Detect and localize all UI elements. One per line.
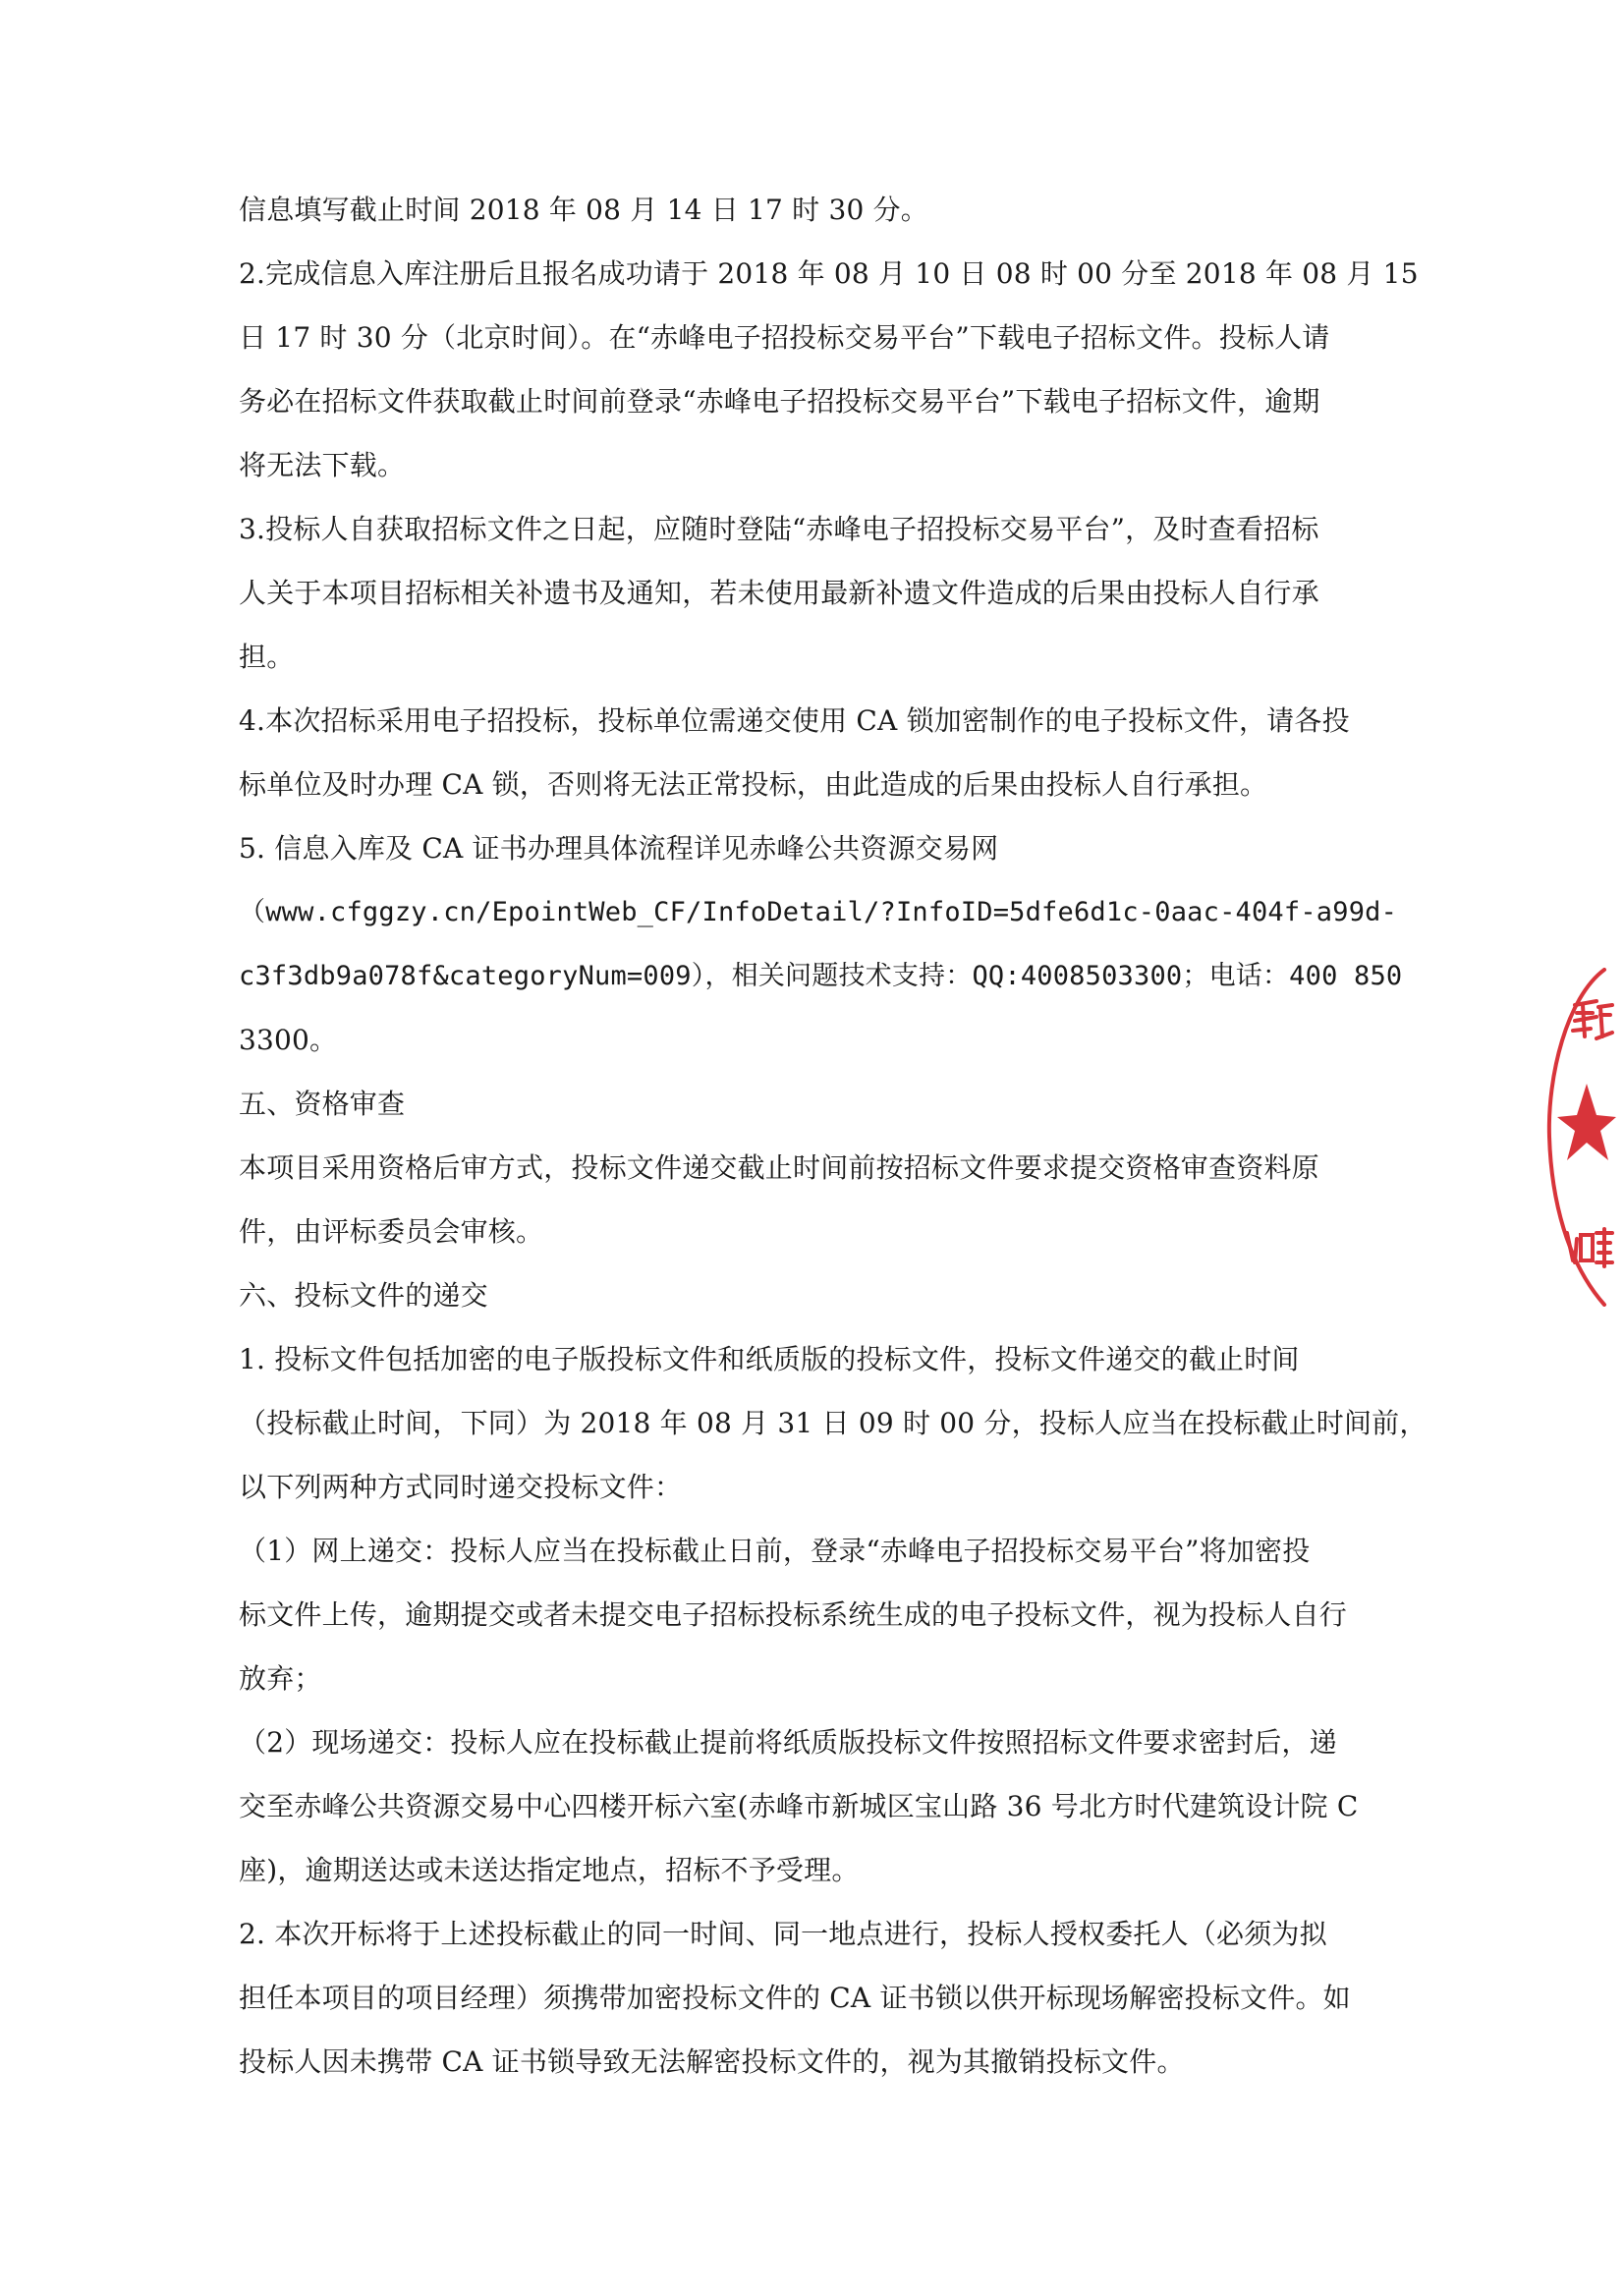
url-line: （www.cfggzy.cn/EpointWeb_CF/InfoDetail/?InfoID=5dfe6d1c-0aac-404f-a99d- bbox=[239, 897, 1398, 927]
seal-text-bottom bbox=[1567, 1229, 1612, 1266]
text-line: 1. 投标文件包括加密的电子版投标文件和纸质版的投标文件，投标文件递交的截止时间 bbox=[239, 1343, 1300, 1375]
star-icon bbox=[1557, 1084, 1616, 1160]
text-line: 将无法下载。 bbox=[239, 449, 406, 481]
text-line: 3.投标人自获取招标文件之日起，应随时登陆“赤峰电子招投标交易平台”，及时查看招标 bbox=[239, 513, 1319, 545]
text-line: （2）现场递交：投标人应在投标截止提前将纸质版投标文件按照招标文件要求密封后，递 bbox=[239, 1726, 1337, 1759]
text-line: 交至赤峰公共资源交易中心四楼开标六室(赤峰市新城区宝山路 36 号北方时代建筑设计院 C bbox=[239, 1790, 1359, 1822]
text-line: 本项目采用资格后审方式，投标文件递交截止时间前按招标文件要求提交资格审查资料原 bbox=[239, 1151, 1319, 1184]
text-line: 以下列两种方式同时递交投标文件： bbox=[239, 1471, 683, 1503]
text-line: 放弃； bbox=[239, 1662, 322, 1695]
text-line: 担。 bbox=[239, 641, 295, 673]
seal-text-top bbox=[1573, 1001, 1612, 1038]
document-body bbox=[239, 187, 1428, 2102]
text-line: 件，由评标委员会审核。 bbox=[239, 1215, 544, 1248]
text-line: 座)，逾期送达或未送达指定地点，招标不予受理。 bbox=[239, 1854, 860, 1886]
text-line: 人关于本项目招标相关补遗书及通知，若未使用最新补遗文件造成的后果由投标人自行承 bbox=[239, 577, 1319, 609]
text-line: 2. 本次开标将于上述投标截止的同一时间、同一地点进行，投标人授权委托人（必须为拟 bbox=[239, 1918, 1327, 1950]
text-line: （1）网上递交：投标人应当在投标截止日前，登录“赤峰电子招投标交易平台”将加密投 bbox=[239, 1535, 1311, 1567]
section-heading: 五、资格审查 bbox=[239, 1088, 406, 1120]
text-line: 3300。 bbox=[239, 1024, 338, 1056]
section-heading: 六、投标文件的递交 bbox=[239, 1279, 488, 1312]
text-line: 信息填写截止时间 2018 年 08 月 14 日 17 时 30 分。 bbox=[239, 194, 928, 226]
text-line: （投标截止时间，下同）为 2018 年 08 月 31 日 09 时 00 分，投标人应当在投标截止时间前， bbox=[239, 1407, 1428, 1439]
text-line: 标文件上传，逾期提交或者未提交电子招标投标系统生成的电子投标文件，视为投标人自行 bbox=[239, 1598, 1348, 1631]
official-seal bbox=[1528, 968, 1616, 1307]
text-line: 标单位及时办理 CA 锁，否则将无法正常投标，由此造成的后果由投标人自行承担。 bbox=[239, 768, 1268, 801]
text-line: 投标人因未携带 CA 证书锁导致无法解密投标文件的，视为其撤销投标文件。 bbox=[239, 2045, 1185, 2078]
text-line: 日 17 时 30 分（北京时间）。在“赤峰电子招投标交易平台”下载电子招标文件。投标人请 bbox=[239, 321, 1330, 354]
text-line: 担任本项目的项目经理）须携带加密投标文件的 CA 证书锁以供开标现场解密投标文件。如 bbox=[239, 1982, 1351, 2014]
text-line: 2.完成信息入库注册后且报名成功请于 2018 年 08 月 10 日 08 时 00 分至 2018 年 08 月 15 bbox=[239, 257, 1419, 290]
url-line: c3f3db9a078f&categoryNum=009），相关问题技术支持：QQ:4008503300；电话：400 850 bbox=[239, 961, 1403, 991]
text-line: 5. 信息入库及 CA 证书办理具体流程详见赤峰公共资源交易网 bbox=[239, 832, 999, 865]
text-line: 4.本次招标采用电子招投标，投标单位需递交使用 CA 锁加密制作的电子投标文件，请各投 bbox=[239, 704, 1350, 737]
text-line: 务必在招标文件获取截止时间前登录“赤峰电子招投标交易平台”下载电子招标文件，逾期 bbox=[239, 385, 1320, 418]
